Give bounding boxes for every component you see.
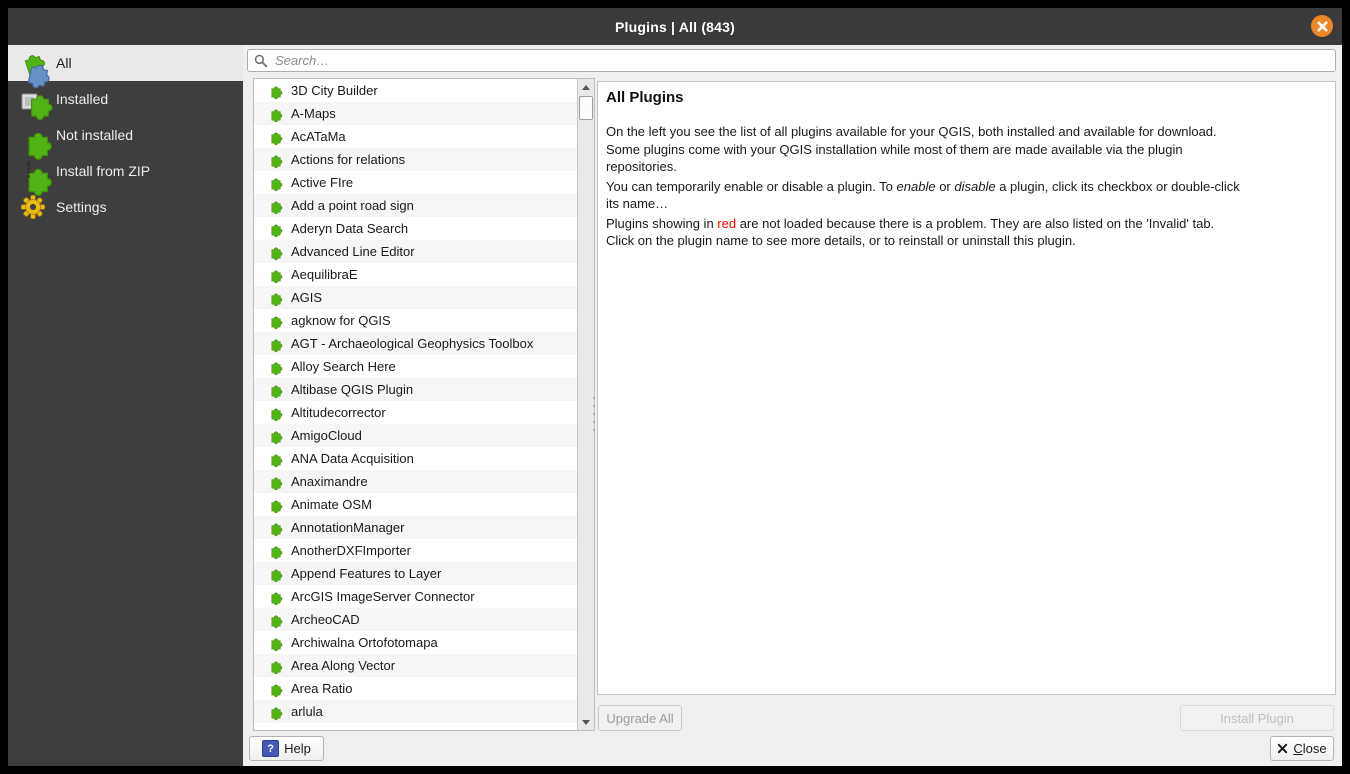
plugin-name: Add a point road sign — [291, 198, 414, 213]
plugin-list-item[interactable] — [254, 240, 577, 263]
plugin-icon — [269, 566, 284, 581]
plugin-name: ArcGIS ImageServer Connector — [291, 589, 475, 604]
plugin-list-item[interactable] — [254, 102, 577, 125]
sidebar-item-settings[interactable] — [8, 189, 243, 225]
window-title: Plugins | All (843) — [615, 18, 735, 35]
scroll-thumb[interactable] — [579, 96, 593, 120]
plugin-list-item[interactable] — [254, 447, 577, 470]
sidebar-item-label: Install from ZIP — [56, 163, 151, 179]
upgrade-all-button[interactable]: Upgrade All — [598, 705, 682, 731]
plugin-icon — [269, 543, 284, 558]
sidebar-item-install-from-zip[interactable] — [8, 153, 243, 189]
plugin-icon — [269, 83, 284, 98]
plugin-list-item[interactable] — [254, 401, 577, 424]
plugin-name: Area Along Vector — [291, 658, 396, 673]
plugin-icon — [269, 221, 284, 236]
plugin-list-item[interactable] — [254, 539, 577, 562]
plugin-name: Actions for relations — [291, 152, 406, 167]
plugin-name: Append Features to Layer — [291, 566, 442, 581]
plugin-list-item[interactable] — [254, 677, 577, 700]
plugin-icon — [269, 451, 284, 466]
plugin-name: Aderyn Data Search — [291, 221, 409, 236]
details-heading: All Plugins — [606, 89, 684, 106]
plugin-list-item[interactable] — [254, 608, 577, 631]
plugin-icon — [269, 290, 284, 305]
plugin-name: A-Maps — [291, 106, 336, 121]
plugin-list-item[interactable] — [254, 470, 577, 493]
plugin-icon — [269, 382, 284, 397]
sidebar-item-not-installed[interactable] — [8, 117, 243, 153]
plugin-icon — [269, 359, 284, 374]
plugin-icon — [269, 267, 284, 282]
sidebar-item-installed[interactable] — [8, 81, 243, 117]
plugins-dialog-window — [8, 8, 1342, 766]
plugin-name: Advanced Line Editor — [291, 244, 415, 259]
plugin-name: ANA Data Acquisition — [291, 451, 414, 466]
close-x-icon — [1277, 743, 1288, 754]
plugin-icon — [269, 313, 284, 328]
details-paragraph: You can temporarily enable or disable a plugin. To enable or disable a plugin, click its checkbox or double-click its name… — [606, 178, 1240, 211]
details-paragraph: On the left you see the list of all plugins available for your QGIS, both installed and available for download. Some plugins come with your QGIS installation while most of them are made available via the plugin repositories. — [606, 124, 1217, 174]
plugin-list-item[interactable] — [254, 700, 577, 723]
gear-icon — [20, 194, 46, 220]
question-mark-icon: ? — [262, 740, 279, 757]
close-button[interactable] — [1270, 736, 1334, 761]
triangle-down-icon — [582, 720, 590, 725]
plugin-list-item[interactable] — [254, 332, 577, 355]
plugin-name: Altitudecorrector — [291, 405, 386, 420]
plugin-name: Alloy Search Here — [291, 359, 396, 374]
plugin-icon — [269, 658, 284, 673]
plugin-name: AequilibraE — [291, 267, 358, 282]
plugin-name: agknow for QGIS — [291, 313, 391, 328]
plugin-icon — [269, 428, 284, 443]
plugin-list-item[interactable] — [254, 309, 577, 332]
plugin-list-item[interactable] — [254, 585, 577, 608]
plugin-list-item[interactable] — [254, 125, 577, 148]
plugin-details-panel — [597, 81, 1336, 695]
sidebar-item-label: Settings — [56, 199, 107, 215]
plugin-icon — [269, 129, 284, 144]
plugin-list-item[interactable] — [254, 148, 577, 171]
plugin-icon — [269, 244, 284, 259]
main-area — [243, 45, 1342, 766]
plugin-name: AGIS — [291, 290, 323, 305]
plugin-list-item[interactable] — [254, 378, 577, 401]
plugin-name: AnnotationManager — [291, 520, 405, 535]
sidebar-item-label: Not installed — [56, 127, 134, 143]
close-button-label: Close — [1293, 741, 1327, 756]
plugin-not-installed-icon — [20, 122, 46, 148]
plugin-icon — [269, 106, 284, 121]
help-button[interactable] — [249, 736, 324, 761]
plugin-name: Anaximandre — [291, 474, 368, 489]
scroll-up-button[interactable] — [578, 79, 594, 95]
plugin-list — [253, 78, 595, 731]
plugin-list-item[interactable] — [254, 562, 577, 585]
help-button-label: Help — [284, 741, 311, 756]
details-paragraph: Plugins showing in red are not loaded because there is a problem. They are also listed on the 'Invalid' tab. Click on the plugin name to see more details, or to reinstall or uninstall this plugin. — [606, 215, 1215, 248]
plugin-name: Active FIre — [291, 175, 354, 190]
plugin-name: Archiwalna Ortofotomapa — [291, 635, 438, 650]
plugin-icon — [269, 405, 284, 420]
scroll-down-button[interactable] — [578, 714, 594, 730]
plugin-list-item[interactable] — [254, 79, 577, 102]
plugin-name: Animate OSM — [291, 497, 372, 512]
search-bar — [247, 49, 1336, 72]
plugin-name: Area Ratio — [291, 681, 353, 696]
plugin-icon — [269, 681, 284, 696]
plugin-icon — [269, 520, 284, 535]
plugin-icon — [269, 727, 284, 730]
plugin-name: AcATaMa — [291, 129, 346, 144]
plugin-installed-icon — [20, 86, 46, 112]
close-window-button[interactable] — [1311, 15, 1333, 37]
plugin-list-item[interactable] — [254, 424, 577, 447]
plugin-list-item[interactable] — [254, 631, 577, 654]
search-input[interactable] — [273, 52, 1329, 69]
plugin-icon — [269, 175, 284, 190]
plugin-list-rows — [254, 79, 577, 730]
plugin-icon — [269, 704, 284, 719]
plugin-icon — [269, 635, 284, 650]
plugin-list-item[interactable] — [254, 217, 577, 240]
plugin-list-item[interactable] — [254, 723, 577, 730]
sidebar-item-all[interactable] — [8, 45, 243, 81]
plugin-name: AnotherDXFImporter — [291, 543, 411, 558]
plugin-list-item[interactable] — [254, 171, 577, 194]
plugin-name: AmigoCloud — [291, 428, 362, 443]
close-icon — [1317, 21, 1328, 32]
sidebar — [8, 45, 243, 766]
plugin-icon — [269, 589, 284, 604]
install-plugin-button[interactable]: Install Plugin — [1180, 705, 1334, 731]
plugin-name: arlula — [291, 704, 323, 719]
plugin-zip-icon — [20, 158, 46, 184]
sidebar-item-label: Installed — [56, 91, 109, 107]
plugin-list-item[interactable] — [254, 654, 577, 677]
plugin-list-item[interactable] — [254, 286, 577, 309]
plugin-icon — [269, 336, 284, 351]
plugins-all-icon — [20, 50, 46, 76]
plugin-list-item[interactable] — [254, 194, 577, 217]
plugin-icon — [269, 198, 284, 213]
plugin-name: ArcheoCAD — [291, 612, 360, 627]
plugin-icon — [269, 612, 284, 627]
plugin-icon — [269, 474, 284, 489]
plugin-list-item[interactable] — [254, 263, 577, 286]
plugin-name: AGT - Archaeological Geophysics Toolbox — [291, 336, 534, 351]
titlebar — [8, 8, 1342, 45]
plugin-icon — [269, 497, 284, 512]
sidebar-item-label: All — [56, 55, 72, 71]
plugin-list-item[interactable] — [254, 516, 577, 539]
plugin-list-item[interactable] — [254, 355, 577, 378]
plugin-list-item[interactable] — [254, 493, 577, 516]
search-icon — [254, 54, 268, 68]
plugin-icon — [269, 152, 284, 167]
plugin-name: 3D City Builder — [291, 83, 378, 98]
triangle-up-icon — [582, 85, 590, 90]
plugin-name: Altibase QGIS Plugin — [291, 382, 414, 397]
